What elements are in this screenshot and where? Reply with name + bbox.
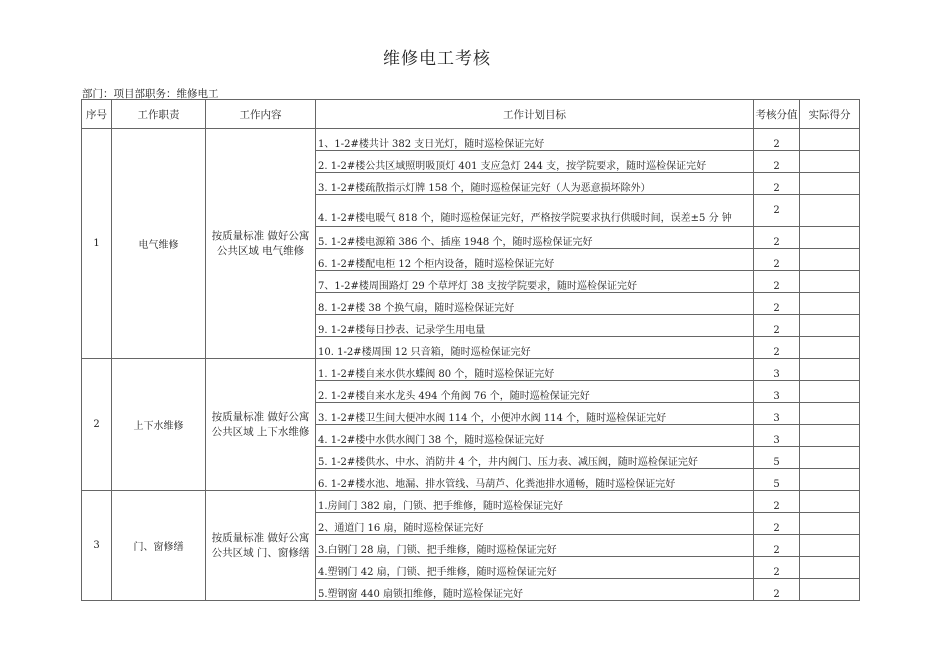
score-cell: 5 [754, 447, 800, 469]
goal-cell: 9. 1-2#楼每日抄表、记录学生用电量 [316, 315, 754, 337]
actual-score-cell [800, 579, 860, 601]
score-cell: 3 [754, 403, 800, 425]
actual-score-cell [800, 195, 860, 227]
header-no: 序号 [82, 100, 112, 129]
header-actual: 实际得分 [800, 100, 860, 129]
score-cell: 3 [754, 359, 800, 381]
score-cell: 2 [754, 151, 800, 173]
score-cell: 2 [754, 579, 800, 601]
row-number: 2 [82, 359, 112, 491]
goal-cell: 6. 1-2#楼水池、地漏、排水管线、马葫芦、化粪池排水通畅，随时巡检保证完好 [316, 469, 754, 491]
goal-cell: 1. 1-2#楼自来水供水蝶阀 80 个，随时巡检保证完好 [316, 359, 754, 381]
goal-cell: 1.房间门 382 扇，门锁、把手维修，随时巡检保证完好 [316, 491, 754, 513]
actual-score-cell [800, 469, 860, 491]
header-goal: 工作计划目标 [316, 100, 754, 129]
goal-cell: 4.塑钢门 42 扇，门锁、把手维修，随时巡检保证完好 [316, 557, 754, 579]
score-cell: 2 [754, 293, 800, 315]
header-duty: 工作职责 [112, 100, 206, 129]
goal-cell: 3. 1-2#楼卫生间大便冲水阀 114 个，小便冲水阀 114 个，随时巡检保证完好 [316, 403, 754, 425]
table-row [82, 129, 860, 151]
row-number: 1 [82, 129, 112, 359]
goal-cell: 2. 1-2#楼公共区域照明吸顶灯 401 支应急灯 244 支，按学院要求，随时巡检保证完好 [316, 151, 754, 173]
table-row [82, 359, 860, 381]
header-content: 工作内容 [206, 100, 316, 129]
score-cell: 3 [754, 381, 800, 403]
score-cell: 2 [754, 315, 800, 337]
score-cell: 2 [754, 227, 800, 249]
actual-score-cell [800, 227, 860, 249]
duty-cell: 门、窗修缮 [112, 491, 206, 601]
actual-score-cell [800, 337, 860, 359]
actual-score-cell [800, 425, 860, 447]
score-cell: 5 [754, 469, 800, 491]
content-cell: 按质量标准 做好公寓公共区域 上下水维修 [206, 359, 316, 491]
actual-score-cell [800, 359, 860, 381]
score-cell: 2 [754, 491, 800, 513]
goal-cell: 1、1-2#楼共计 382 支日光灯，随时巡检保证完好 [316, 129, 754, 151]
actual-score-cell [800, 557, 860, 579]
table-header-row [82, 100, 860, 129]
actual-score-cell [800, 129, 860, 151]
actual-score-cell [800, 491, 860, 513]
actual-score-cell [800, 513, 860, 535]
goal-cell: 5.塑钢窗 440 扇锁扣维修，随时巡检保证完好 [316, 579, 754, 601]
goal-cell: 8. 1-2#楼 38 个换气扇，随时巡检保证完好 [316, 293, 754, 315]
actual-score-cell [800, 271, 860, 293]
page-title: 维修电工考核 [383, 49, 491, 69]
actual-score-cell [800, 403, 860, 425]
score-cell: 2 [754, 557, 800, 579]
score-cell: 2 [754, 535, 800, 557]
goal-cell: 4. 1-2#楼中水供水阀门 38 个，随时巡检保证完好 [316, 425, 754, 447]
actual-score-cell [800, 173, 860, 195]
goal-cell: 6. 1-2#楼配电柜 12 个柜内设备，随时巡检保证完好 [316, 249, 754, 271]
actual-score-cell [800, 151, 860, 173]
goal-cell: 5. 1-2#楼供水、中水、消防井 4 个，井内阀门、压力表、减压阀，随时巡检保证完好 [316, 447, 754, 469]
score-cell: 2 [754, 195, 800, 227]
goal-cell: 4. 1-2#楼电暖气 818 个，随时巡检保证完好，严格按学院要求执行供暖时间，误差±5 分 钟 [316, 195, 754, 227]
content-cell: 按质量标准 做好公寓公共区域 门、窗修缮 [206, 491, 316, 601]
score-cell: 2 [754, 513, 800, 535]
duty-cell: 上下水维修 [112, 359, 206, 491]
goal-cell: 3. 1-2#楼疏散指示灯牌 158 个，随时巡检保证完好（人为恶意损坏除外） [316, 173, 754, 195]
score-cell: 2 [754, 337, 800, 359]
goal-cell: 5. 1-2#楼电源箱 386 个、插座 1948 个，随时巡检保证完好 [316, 227, 754, 249]
actual-score-cell [800, 381, 860, 403]
content-cell: 按质量标准 做好公寓公共区域 电气维修 [206, 129, 316, 359]
row-number: 3 [82, 491, 112, 601]
header-score: 考核分值 [754, 100, 800, 129]
goal-cell: 2、通道门 16 扇，随时巡检保证完好 [316, 513, 754, 535]
actual-score-cell [800, 249, 860, 271]
score-cell: 2 [754, 249, 800, 271]
actual-score-cell [800, 293, 860, 315]
goal-cell: 3.白钢门 28 扇，门锁、把手维修，随时巡检保证完好 [316, 535, 754, 557]
goal-cell: 10. 1-2#楼周围 12 只音箱，随时巡检保证完好 [316, 337, 754, 359]
goal-cell: 7、1-2#楼周围路灯 29 个草坪灯 38 支按学院要求，随时巡检保证完好 [316, 271, 754, 293]
actual-score-cell [800, 315, 860, 337]
actual-score-cell [800, 447, 860, 469]
duty-cell: 电气维修 [112, 129, 206, 359]
score-cell: 2 [754, 129, 800, 151]
score-cell: 2 [754, 173, 800, 195]
actual-score-cell [800, 535, 860, 557]
goal-cell: 2. 1-2#楼自来水龙头 494 个角阀 76 个，随时巡检保证完好 [316, 381, 754, 403]
department-line: 部门：项目部职务：维修电工 [82, 88, 219, 100]
score-cell: 2 [754, 271, 800, 293]
score-cell: 3 [754, 425, 800, 447]
table-row [82, 491, 860, 513]
assessment-table [81, 99, 860, 601]
